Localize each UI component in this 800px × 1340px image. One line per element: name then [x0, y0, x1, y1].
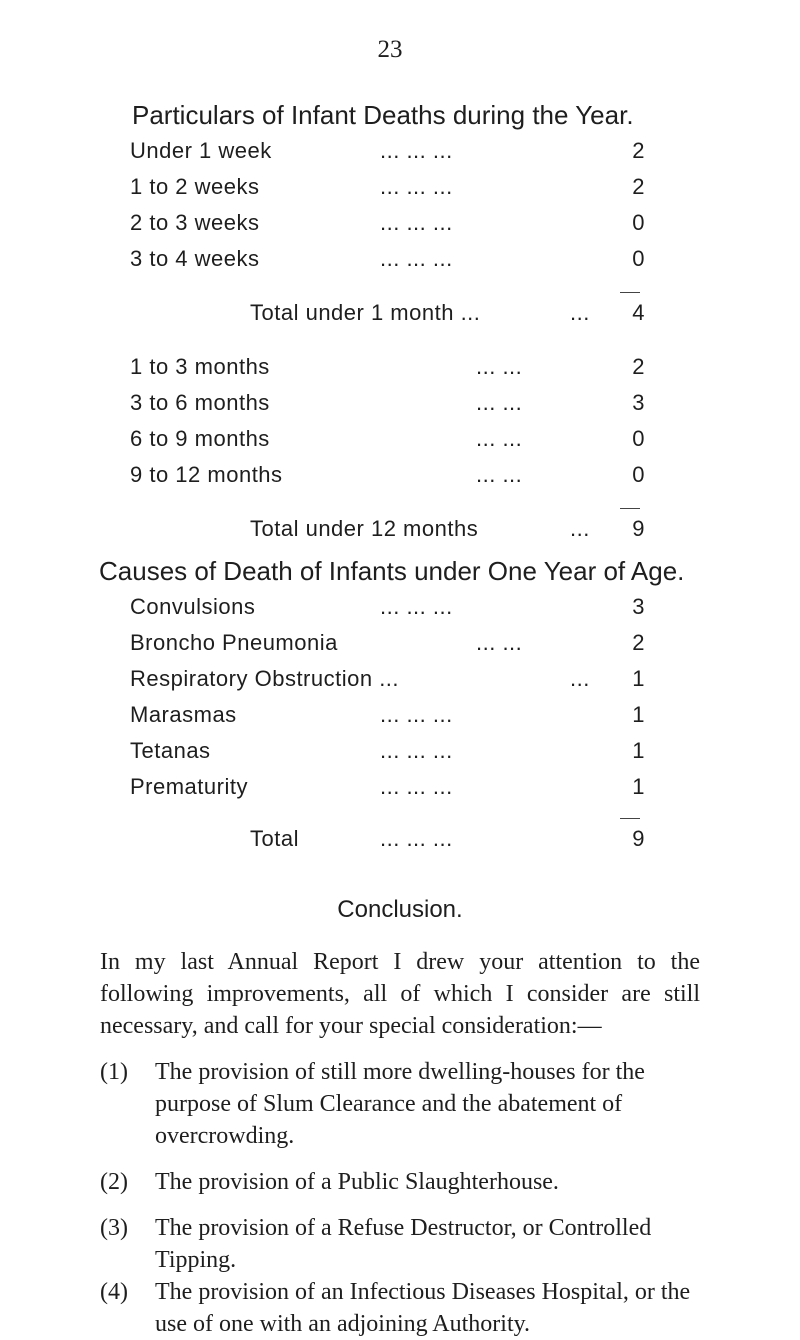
row-value: 1	[632, 702, 645, 727]
row-value: 1	[632, 666, 645, 691]
table-row	[130, 138, 645, 174]
leader-dots: ...	[570, 516, 590, 541]
leader-dots: ... ... ...	[380, 738, 453, 763]
item-text: The provision of still more dwelling-houses for the purpose of Slum Clearance and the abatement of overcrowding.	[155, 1059, 645, 1149]
total-value: 9	[632, 516, 645, 541]
total-row	[130, 300, 645, 336]
table-row	[130, 462, 645, 498]
sum-rule	[620, 508, 640, 509]
leader-dots: ... ...	[476, 426, 523, 451]
total-value: 9	[632, 826, 645, 851]
leader-dots: ...	[570, 300, 590, 325]
row-label: 1 to 3 months	[130, 354, 270, 379]
table-row	[130, 738, 645, 774]
row-value: 2	[632, 138, 645, 163]
item-text: The provision of a Public Slaughterhouse.	[155, 1169, 559, 1195]
total-value: 4	[632, 300, 645, 325]
leader-dots: ... ... ...	[380, 774, 453, 799]
row-label: 2 to 3 weeks	[130, 210, 260, 235]
table-row	[130, 390, 645, 426]
total-row	[130, 516, 645, 552]
table-row	[130, 630, 645, 666]
table-row	[130, 210, 645, 246]
row-value: 0	[632, 210, 645, 235]
row-label: 9 to 12 months	[130, 462, 283, 487]
row-value: 2	[632, 354, 645, 379]
row-label: Under 1 week	[130, 138, 272, 163]
total-label: Total under 1 month ...	[250, 300, 481, 325]
leader-dots: ... ... ...	[380, 246, 453, 271]
table-row	[130, 354, 645, 390]
row-label: 3 to 4 weeks	[130, 246, 260, 271]
leader-dots: ... ... ...	[380, 138, 453, 163]
leader-dots: ... ... ...	[380, 826, 453, 851]
table-row	[130, 702, 645, 738]
row-value: 0	[632, 462, 645, 487]
infant-deaths-heading: Particulars of Infant Deaths during the Year.	[132, 100, 634, 130]
row-value: 0	[632, 426, 645, 451]
leader-dots: ... ... ...	[380, 174, 453, 199]
leader-dots: ...	[570, 666, 590, 691]
leader-dots: ... ...	[476, 630, 523, 655]
leader-dots: ... ... ...	[380, 210, 453, 235]
row-value: 1	[632, 738, 645, 763]
item-number: (4)	[100, 1279, 128, 1305]
row-label: 1 to 2 weeks	[130, 174, 260, 199]
table-row	[130, 666, 645, 702]
table-row	[130, 594, 645, 630]
sum-rule	[620, 292, 640, 293]
item-number: (2)	[100, 1169, 128, 1195]
row-value: 2	[632, 174, 645, 199]
row-value: 3	[632, 390, 645, 415]
total-label: Total	[250, 826, 299, 851]
leader-dots: ... ...	[476, 462, 523, 487]
item-text: The provision of an Infectious Diseases Hospital, or the use of one with an adjoining Authority.	[155, 1279, 691, 1337]
row-value: 0	[632, 246, 645, 271]
page-number: 23	[377, 36, 403, 63]
row-label: 3 to 6 months	[130, 390, 270, 415]
row-label: 6 to 9 months	[130, 426, 270, 451]
row-value: 2	[632, 630, 645, 655]
row-label: Respiratory Obstruction ...	[130, 666, 400, 691]
item-text: The provision of a Refuse Destructor, or Controlled Tipping.	[155, 1215, 652, 1273]
leader-dots: ... ... ...	[380, 702, 453, 727]
causes-heading: Causes of Death of Infants under One Year of Age.	[99, 556, 685, 586]
table-row	[130, 426, 645, 462]
row-label: Convulsions	[130, 594, 256, 619]
item-number: (3)	[100, 1215, 128, 1241]
sum-rule	[620, 818, 640, 819]
leader-dots: ... ...	[476, 390, 523, 415]
table-row	[130, 246, 645, 282]
table-row	[130, 774, 645, 810]
leader-dots: ... ... ...	[380, 594, 453, 619]
row-label: Broncho Pneumonia	[130, 630, 338, 655]
item-number: (1)	[100, 1059, 128, 1085]
conclusion-heading: Conclusion.	[337, 896, 463, 923]
table-row	[130, 174, 645, 210]
total-row	[130, 826, 645, 862]
row-value: 3	[632, 594, 645, 619]
row-label: Marasmas	[130, 702, 237, 727]
row-value: 1	[632, 774, 645, 799]
leader-dots: ... ...	[476, 354, 523, 379]
conclusion-intro: In my last Annual Report I drew your attention to the following improvements, all of which I consider are still necessary, and call for your special consideration:—	[100, 949, 700, 1039]
row-label: Prematurity	[130, 774, 248, 799]
row-label: Tetanas	[130, 738, 211, 763]
total-label: Total under 12 months	[250, 516, 479, 541]
